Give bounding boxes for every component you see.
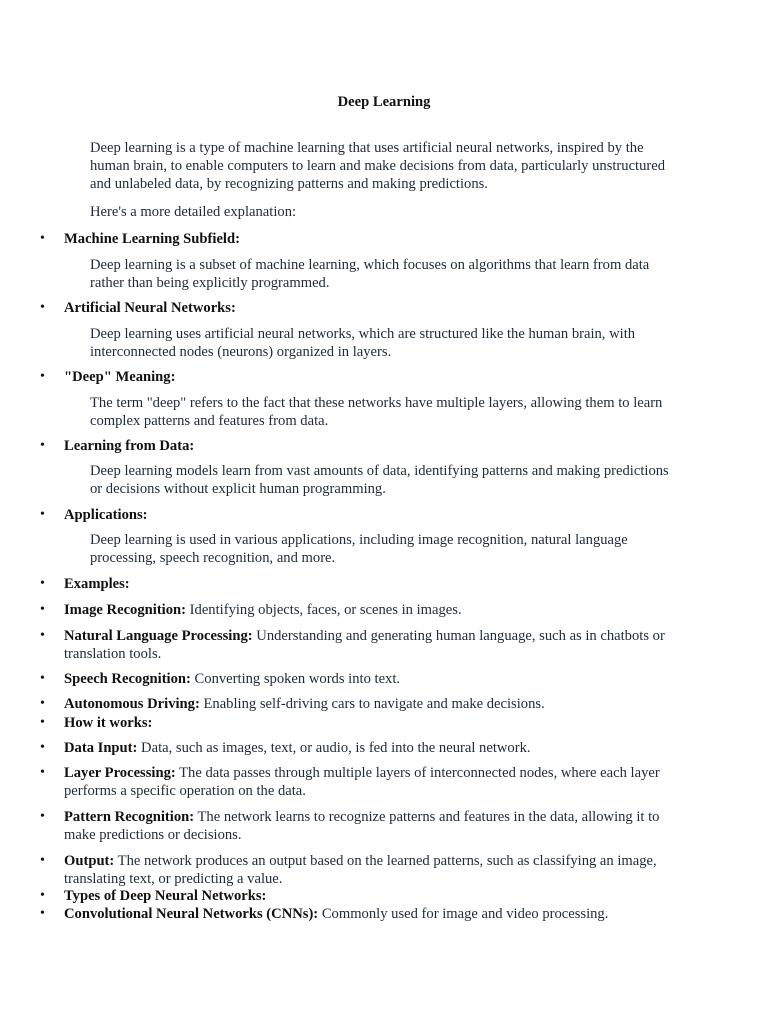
section-heading: Learning from Data: [64, 438, 195, 454]
bullet-icon: • [40, 671, 45, 686]
types-heading: Types of Deep Neural Networks: [64, 888, 267, 904]
item-term: Image Recognition: [64, 602, 187, 618]
item-term: Layer Processing: [64, 765, 176, 781]
bullet-icon: • [40, 715, 45, 730]
bullet-icon: • [40, 369, 45, 384]
bullet-icon: • [40, 576, 45, 591]
examples-heading: Examples: [64, 576, 130, 592]
item-term: Autonomous Driving: [64, 696, 200, 712]
item-term: Data Input: [64, 740, 138, 756]
bullet-icon: • [40, 853, 45, 868]
explanation-lead: Here's a more detailed explanation: [90, 204, 297, 220]
how-heading: How it works: [64, 715, 153, 731]
item-term: Speech Recognition: [64, 671, 191, 687]
intro-paragraph: Deep learning is a type of machine learning that uses artificial neural networks, inspired by the human brain, to enable computers to learn and make decisions from data, particularly unstructured and unlabeled data, by recognizing patterns and making predictions. [90, 140, 666, 192]
item-term: Output: [64, 853, 115, 869]
section-heading: Artificial Neural Networks: [64, 300, 236, 316]
item-term: Pattern Recognition: [64, 809, 195, 825]
section-description: The term "deep" refers to the fact that these networks have multiple layers, allowing them to learn complex patterns and features from data. [90, 395, 663, 429]
item-text: Identifying objects, faces, or scenes in images. [189, 602, 462, 618]
section-heading: Machine Learning Subfield: [64, 231, 240, 247]
section-heading: Applications: [64, 507, 148, 523]
section-description: Deep learning is used in various applications, including image recognition, natural language processing, speech recognition, and more. [90, 532, 628, 566]
bullet-icon: • [40, 696, 45, 711]
bullet-icon: • [40, 906, 45, 921]
bullet-icon: • [40, 809, 45, 824]
bullet-icon: • [40, 888, 45, 903]
bullet-icon: • [40, 740, 45, 755]
bullet-icon: • [40, 507, 45, 522]
section-heading: "Deep" Meaning: [64, 369, 176, 385]
item-term: Natural Language Processing: [64, 628, 253, 644]
page-title: Deep Learning [337, 94, 431, 110]
bullet-icon: • [40, 765, 45, 780]
item-text: The data passes through multiple layers of interconnected nodes, where each layer performs a specific operation on the data. [64, 765, 660, 799]
section-description: Deep learning is a subset of machine learning, which focuses on algorithms that learn from data rather than being explicitly programmed. [90, 257, 650, 291]
bullet-icon: • [40, 231, 45, 246]
bullet-icon: • [40, 438, 45, 453]
bullet-icon: • [40, 300, 45, 315]
section-description: Deep learning models learn from vast amounts of data, identifying patterns and making predictions or decisions without explicit human programming. [90, 463, 669, 497]
item-text: Data, such as images, text, or audio, is fed into the neural network. [141, 740, 531, 756]
item-text: Converting spoken words into text. [194, 671, 401, 687]
item-term: Convolutional Neural Networks (CNNs): [64, 906, 319, 922]
item-text: Understanding and generating human language, such as in chatbots or translation tools. [64, 628, 665, 662]
bullet-icon: • [40, 628, 45, 643]
item-text: Commonly used for image and video processing. [321, 906, 609, 922]
item-text: Enabling self-driving cars to navigate and make decisions. [203, 696, 545, 712]
item-text: The network produces an output based on the learned patterns, such as classifying an image, translating text, or predicting a value. [64, 853, 657, 887]
section-description: Deep learning uses artificial neural networks, which are structured like the human brain, with interconnected nodes (neurons) organized in layers. [90, 326, 636, 360]
bullet-icon: • [40, 602, 45, 617]
item-text: The network learns to recognize patterns and features in the data, allowing it to make predictions or decisions. [64, 809, 660, 843]
